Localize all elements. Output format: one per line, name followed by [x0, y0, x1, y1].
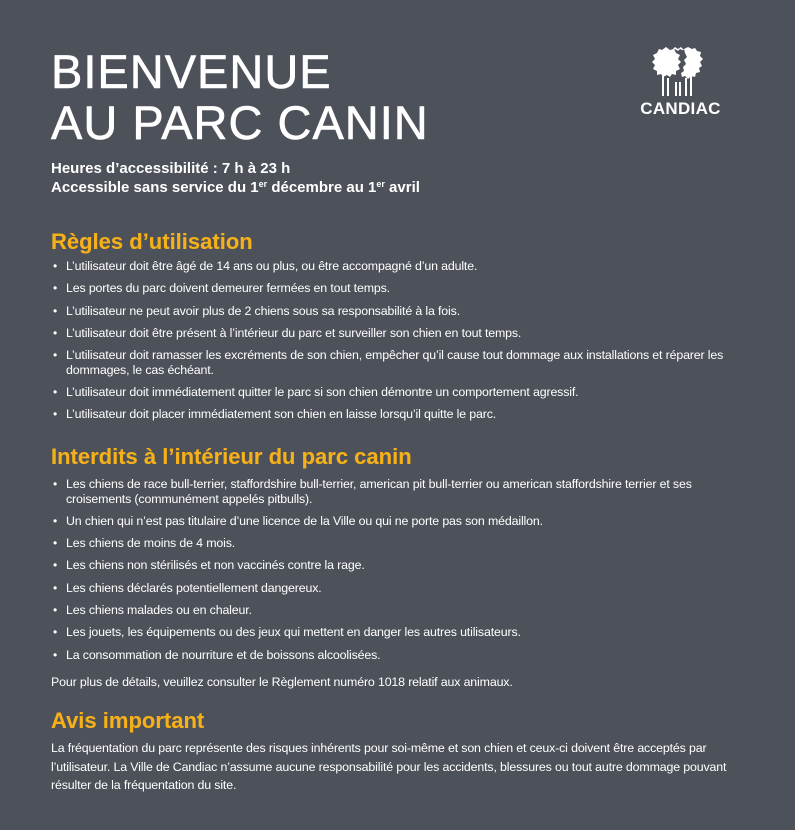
bullet-icon: • [53, 281, 58, 296]
notice-heading: Avis important [51, 708, 205, 733]
bullet-icon: • [53, 384, 58, 399]
opening-hours: Heures d’accessibilité : 7 h à 23 h [51, 160, 291, 177]
notice-text: La fréquentation du parc représente des risques inhérents pour soi-même et son chien et ceux-ci doivent être acceptés par l’utilisateur. La Ville de Candiac n’assume aucune responsabilité pour les accidents, blessures ou tout autre dommage pouvant résulter de la fréquentation du site. [51, 741, 727, 792]
rule-item: • L’utilisateur doit ramasser les excréments de son chien, empêcher qu’il cause tout dommage aux installations et réparer les dommages, le cas échéant. [53, 348, 724, 377]
title-line-2: AU PARC CANIN [51, 96, 429, 149]
bullet-icon: • [53, 477, 58, 491]
bullet-icon: • [53, 602, 58, 617]
page-title [51, 46, 429, 148]
bullet-icon: • [53, 259, 58, 273]
rule-item: • L’utilisateur doit être présent à l’intérieur du parc et surveiller son chien en tout temps. [53, 325, 522, 340]
bullet-icon: • [53, 558, 58, 573]
prohibited-item: • Les chiens de race bull-terrier, staffordshire bull-terrier, american pit bull-terrier ou american staffordshire terrier et ses croisements (communément appelés pitbulls). [53, 477, 692, 506]
rule-item: • Les portes du parc doivent demeurer fermées en tout temps. [53, 281, 390, 296]
bullet-icon: • [53, 625, 58, 640]
prohibited-item: • Les chiens malades ou en chaleur. [53, 602, 252, 617]
bullet-icon: • [53, 325, 58, 340]
candiac-logo [628, 46, 733, 122]
rules-heading: Règles d’utilisation [51, 229, 253, 254]
prohibited-item: • Les chiens déclarés potentiellement dangereux. [53, 580, 322, 595]
prohibited-item: • Un chien qui n’est pas titulaire d’une licence de la Ville ou qui ne porte pas son médaillon. [53, 513, 543, 528]
prohibited-item: • Les chiens de moins de 4 mois. [53, 536, 236, 551]
bullet-icon: • [53, 348, 58, 363]
rule-item: • L’utilisateur ne peut avoir plus de 2 chiens sous sa responsabilité à la fois. [53, 303, 460, 318]
title-line-1: BIENVENUE [51, 45, 332, 98]
rule-item: • L’utilisateur doit être âgé de 14 ans ou plus, ou être accompagné d’un adulte. [53, 259, 478, 273]
bullet-icon: • [53, 513, 58, 528]
prohibited-item: • Les chiens non stérilisés et non vaccinés contre la rage. [53, 558, 365, 573]
regulation-footnote: Pour plus de détails, veuillez consulter le Règlement numéro 1018 relatif aux animaux. [51, 675, 513, 689]
bullet-icon: • [53, 407, 58, 422]
prohibited-list [51, 477, 751, 670]
bullet-icon: • [53, 303, 58, 318]
bullet-icon: • [53, 580, 58, 595]
prohibited-item: • La consommation de nourriture et de boissons alcoolisées. [53, 647, 381, 662]
seasonal-notice: Accessible sans service du 1er décembre au 1er avril [51, 179, 420, 196]
rule-item: • L’utilisateur doit immédiatement quitter le parc si son chien démontre un comportement agressif. [53, 384, 579, 399]
logo-text: CANDIAC [640, 99, 721, 118]
trees-icon [648, 46, 713, 96]
rules-list [51, 259, 751, 430]
bullet-icon: • [53, 647, 58, 662]
hours-info [51, 159, 420, 197]
prohibited-heading: Interdits à l’intérieur du parc canin [51, 444, 412, 469]
rule-item: • L’utilisateur doit placer immédiatement son chien en laisse lorsqu’il quitte le parc. [53, 407, 497, 422]
bullet-icon: • [53, 536, 58, 551]
prohibited-item: • Les jouets, les équipements ou des jeux qui mettent en danger les autres utilisateurs. [53, 625, 521, 640]
